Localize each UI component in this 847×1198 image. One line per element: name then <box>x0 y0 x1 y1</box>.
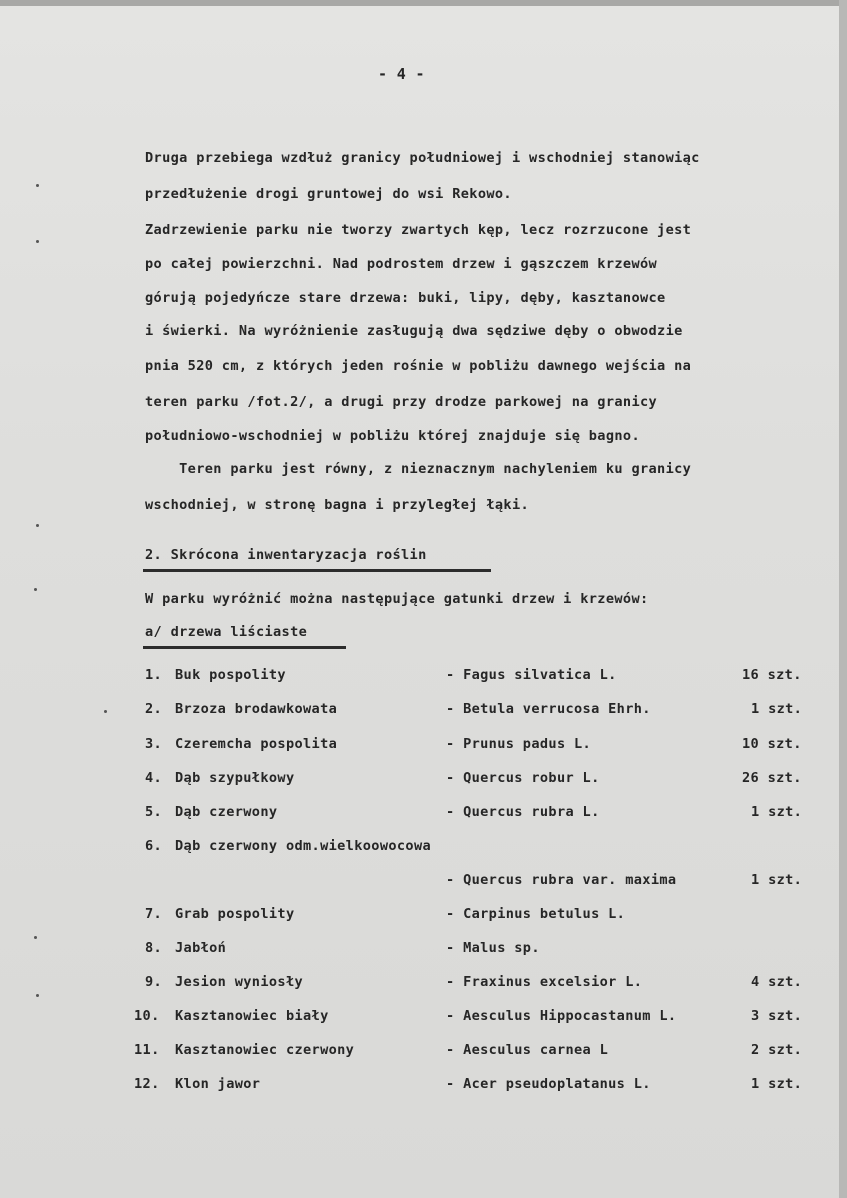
subheading: a/ drzewa liściaste <box>145 624 308 640</box>
scan-speck <box>34 588 37 591</box>
species-latin: - Betula verrucosa Ehrh. <box>446 701 651 717</box>
paragraph-line: przedłużenie drogi gruntowej do wsi Rekowo. <box>145 186 512 202</box>
species-latin: - Fagus silvatica L. <box>446 667 617 683</box>
species-latin: - Aesculus carnea L <box>446 1042 609 1058</box>
paragraph-line: po całej powierzchni. Nad podrostem drzew i gąszczem krzewów <box>145 256 658 272</box>
species-number: 3. <box>145 736 163 752</box>
paragraph-line: Druga przebiega wzdłuż granicy południowej i wschodniej stanowiąc <box>145 150 700 166</box>
species-count: 16 szt. <box>742 667 802 683</box>
subheading-underline <box>143 646 346 649</box>
species-count: 2 szt. <box>751 1042 803 1058</box>
page-number: - 4 - <box>378 65 425 83</box>
species-number: 5. <box>145 804 163 820</box>
paragraph-line: teren parku /fot.2/, a drugi przy drodze parkowej na granicy <box>145 394 658 410</box>
species-name: Jesion wyniosły <box>175 974 304 990</box>
species-number: 10. <box>134 1008 160 1024</box>
paragraph-line: górują pojedyńcze stare drzewa: buki, lipy, dęby, kasztanowce <box>145 290 666 306</box>
scan-speck <box>104 710 107 713</box>
species-number: 4. <box>145 770 163 786</box>
species-latin: - Aesculus Hippocastanum L. <box>446 1008 677 1024</box>
species-number: 8. <box>145 940 163 956</box>
species-name: Dąb czerwony <box>175 804 278 820</box>
species-name: Jabłoń <box>175 940 227 956</box>
scan-speck <box>36 994 39 997</box>
species-name: Buk pospolity <box>175 667 286 683</box>
species-count: 3 szt. <box>751 1008 803 1024</box>
species-count: 26 szt. <box>742 770 802 786</box>
paragraph-line: Teren parku jest równy, z nieznacznym nachyleniem ku granicy <box>145 461 692 477</box>
species-latin: - Prunus padus L. <box>446 736 592 752</box>
section-heading-underline <box>143 569 491 572</box>
species-count: 10 szt. <box>742 736 802 752</box>
scan-speck <box>36 524 39 527</box>
scan-speck <box>36 184 39 187</box>
paragraph-line: Zadrzewienie parku nie tworzy zwartych kęp, lecz rozrzucone jest <box>145 222 692 238</box>
species-latin: - Fraxinus excelsior L. <box>446 974 643 990</box>
species-name: Kasztanowiec czerwony <box>175 1042 355 1058</box>
species-number: 12. <box>134 1076 160 1092</box>
species-number: 2. <box>145 701 163 717</box>
species-name: Brzoza brodawkowata <box>175 701 338 717</box>
species-name: Grab pospolity <box>175 906 295 922</box>
species-count: 1 szt. <box>751 804 803 820</box>
paragraph-line: pnia 520 cm, z których jeden rośnie w pobliżu dawnego wejścia na <box>145 358 692 374</box>
species-count: 1 szt. <box>751 1076 803 1092</box>
species-latin: - Quercus rubra var. maxima <box>446 872 677 888</box>
species-count: 1 szt. <box>751 701 803 717</box>
species-number: 7. <box>145 906 163 922</box>
species-name: Kasztanowiec biały <box>175 1008 329 1024</box>
scan-edge-top <box>0 0 847 6</box>
paragraph-line: wschodniej, w stronę bagna i przyległej łąki. <box>145 497 530 513</box>
species-number: 6. <box>145 838 163 854</box>
scan-speck <box>34 936 37 939</box>
paragraph-line: południowo-wschodniej w pobliżu której znajduje się bagno. <box>145 428 640 444</box>
species-name: Dąb czerwony odm.wielkoowocowa <box>175 838 432 854</box>
species-number: 1. <box>145 667 163 683</box>
species-latin: - Malus sp. <box>446 940 540 956</box>
paragraph-line: i świerki. Na wyróżnienie zasługują dwa sędziwe dęby o obwodzie <box>145 323 683 339</box>
species-latin: - Carpinus betulus L. <box>446 906 626 922</box>
section-heading: 2. Skrócona inwentaryzacja roślin <box>145 547 427 563</box>
species-number: 11. <box>134 1042 160 1058</box>
species-count: 1 szt. <box>751 872 803 888</box>
intro-line: W parku wyróżnić można następujące gatunki drzew i krzewów: <box>145 591 649 607</box>
species-count: 4 szt. <box>751 974 803 990</box>
species-name: Czeremcha pospolita <box>175 736 338 752</box>
species-number: 9. <box>145 974 163 990</box>
species-latin: - Quercus rubra L. <box>446 804 600 820</box>
species-latin: - Quercus robur L. <box>446 770 600 786</box>
species-name: Klon jawor <box>175 1076 261 1092</box>
scan-speck <box>36 240 39 243</box>
species-name: Dąb szypułkowy <box>175 770 295 786</box>
scan-edge-right <box>839 0 847 1198</box>
species-latin: - Acer pseudoplatanus L. <box>446 1076 651 1092</box>
